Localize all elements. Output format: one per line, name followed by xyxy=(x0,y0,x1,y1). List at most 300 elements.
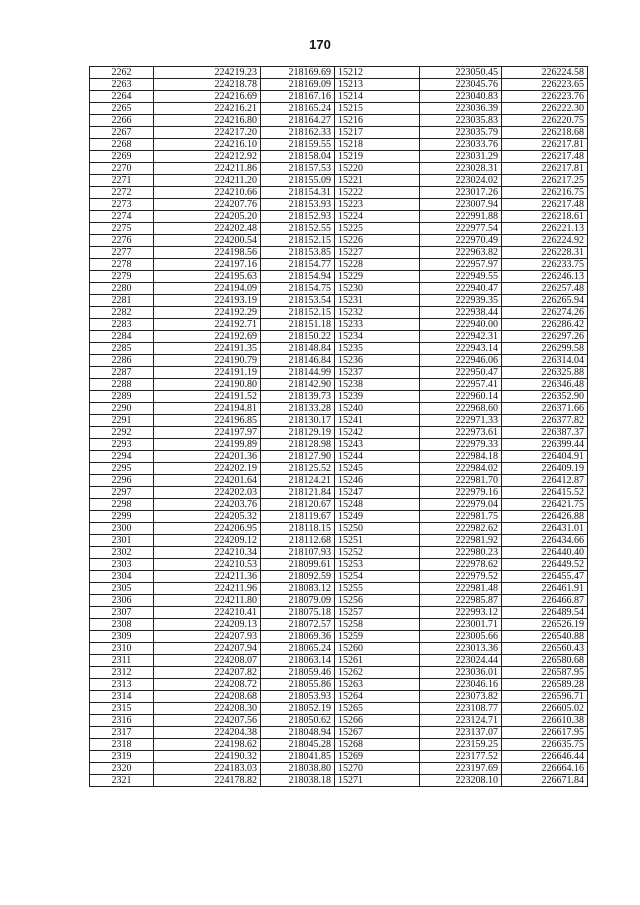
table-cell: 226440.40 xyxy=(502,547,588,559)
table-cell: 223045.76 xyxy=(420,79,502,91)
table-cell: 218154.77 xyxy=(261,259,335,271)
table-cell: 2278 xyxy=(90,259,154,271)
table-cell: 15271 xyxy=(335,775,420,787)
table-row xyxy=(90,751,588,763)
table-cell: 2266 xyxy=(90,115,154,127)
table-cell: 222971.33 xyxy=(420,415,502,427)
table-cell: 222960.14 xyxy=(420,391,502,403)
table-row xyxy=(90,235,588,247)
table-row xyxy=(90,259,588,271)
table-cell: 15261 xyxy=(335,655,420,667)
table-cell: 15266 xyxy=(335,715,420,727)
table-cell: 2279 xyxy=(90,271,154,283)
table-cell: 2293 xyxy=(90,439,154,451)
coordinates-table xyxy=(89,66,588,787)
table-cell: 223137.07 xyxy=(420,727,502,739)
table-cell: 218075.18 xyxy=(261,607,335,619)
table-cell: 226218.68 xyxy=(502,127,588,139)
table-cell: 218153.93 xyxy=(261,199,335,211)
table-cell: 222942.31 xyxy=(420,331,502,343)
table-cell: 224211.86 xyxy=(154,163,261,175)
table-cell: 223073.82 xyxy=(420,691,502,703)
table-cell: 226610.38 xyxy=(502,715,588,727)
table-cell: 218072.57 xyxy=(261,619,335,631)
table-cell: 224191.52 xyxy=(154,391,261,403)
table-cell: 2281 xyxy=(90,295,154,307)
table-row xyxy=(90,223,588,235)
table-cell: 224195.63 xyxy=(154,271,261,283)
table-cell: 226265.94 xyxy=(502,295,588,307)
table-cell: 2270 xyxy=(90,163,154,175)
table-cell: 218055.86 xyxy=(261,679,335,691)
table-cell: 2299 xyxy=(90,511,154,523)
table-cell: 2268 xyxy=(90,139,154,151)
table-cell: 226314.04 xyxy=(502,355,588,367)
table-cell: 2271 xyxy=(90,175,154,187)
table-cell: 226434.66 xyxy=(502,535,588,547)
table-row xyxy=(90,103,588,115)
table-cell: 222957.41 xyxy=(420,379,502,391)
table-cell: 223031.29 xyxy=(420,151,502,163)
table-cell: 224192.29 xyxy=(154,307,261,319)
table-cell: 2295 xyxy=(90,463,154,475)
table-row xyxy=(90,451,588,463)
table-cell: 224202.03 xyxy=(154,487,261,499)
table-cell: 223208.10 xyxy=(420,775,502,787)
table-row xyxy=(90,199,588,211)
table-cell: 218048.94 xyxy=(261,727,335,739)
table-cell: 224208.68 xyxy=(154,691,261,703)
table-cell: 218119.67 xyxy=(261,511,335,523)
table-cell: 15219 xyxy=(335,151,420,163)
table-row xyxy=(90,79,588,91)
table-cell: 224205.20 xyxy=(154,211,261,223)
table-cell: 218121.84 xyxy=(261,487,335,499)
table-row xyxy=(90,67,588,79)
table-row xyxy=(90,175,588,187)
table-cell: 2309 xyxy=(90,631,154,643)
table-cell: 15231 xyxy=(335,295,420,307)
table-cell: 224200.54 xyxy=(154,235,261,247)
table-cell: 15217 xyxy=(335,127,420,139)
table-cell: 223177.52 xyxy=(420,751,502,763)
table-cell: 15212 xyxy=(335,67,420,79)
table-cell: 222977.54 xyxy=(420,223,502,235)
table-cell: 2308 xyxy=(90,619,154,631)
table-cell: 218144.99 xyxy=(261,367,335,379)
table-cell: 223040.83 xyxy=(420,91,502,103)
table-cell: 222979.04 xyxy=(420,499,502,511)
table-cell: 15228 xyxy=(335,259,420,271)
table-cell: 222968.60 xyxy=(420,403,502,415)
table-cell: 226431.01 xyxy=(502,523,588,535)
table-cell: 224208.07 xyxy=(154,655,261,667)
table-cell: 226218.61 xyxy=(502,211,588,223)
table-cell: 218142.90 xyxy=(261,379,335,391)
table-cell: 2297 xyxy=(90,487,154,499)
table-row xyxy=(90,703,588,715)
table-cell: 226217.48 xyxy=(502,151,588,163)
table-cell: 226223.76 xyxy=(502,91,588,103)
table-cell: 218154.31 xyxy=(261,187,335,199)
table-cell: 224201.64 xyxy=(154,475,261,487)
table-cell: 224193.19 xyxy=(154,295,261,307)
table-cell: 224190.79 xyxy=(154,355,261,367)
table-cell: 224199.89 xyxy=(154,439,261,451)
table-cell: 226274.26 xyxy=(502,307,588,319)
table-cell: 15242 xyxy=(335,427,420,439)
table-cell: 15265 xyxy=(335,703,420,715)
table-cell: 223005.66 xyxy=(420,631,502,643)
table-cell: 223007.94 xyxy=(420,199,502,211)
table-cell: 15254 xyxy=(335,571,420,583)
table-cell: 15251 xyxy=(335,535,420,547)
table-cell: 2285 xyxy=(90,343,154,355)
table-cell: 224194.09 xyxy=(154,283,261,295)
table-cell: 226409.19 xyxy=(502,463,588,475)
table-cell: 226415.52 xyxy=(502,487,588,499)
table-cell: 224201.36 xyxy=(154,451,261,463)
table-cell: 2313 xyxy=(90,679,154,691)
table-row xyxy=(90,187,588,199)
table-cell: 218112.68 xyxy=(261,535,335,547)
table-cell: 15268 xyxy=(335,739,420,751)
table-cell: 218118.15 xyxy=(261,523,335,535)
table-cell: 2318 xyxy=(90,739,154,751)
table-row xyxy=(90,643,588,655)
table-cell: 226221.13 xyxy=(502,223,588,235)
table-cell: 222981.75 xyxy=(420,511,502,523)
table-cell: 223197.69 xyxy=(420,763,502,775)
table-cell: 2280 xyxy=(90,283,154,295)
table-cell: 224216.10 xyxy=(154,139,261,151)
table-cell: 223017.26 xyxy=(420,187,502,199)
table-cell: 15240 xyxy=(335,403,420,415)
table-cell: 2264 xyxy=(90,91,154,103)
table-row xyxy=(90,619,588,631)
table-cell: 226540.88 xyxy=(502,631,588,643)
table-cell: 224207.93 xyxy=(154,631,261,643)
table-cell: 224211.96 xyxy=(154,583,261,595)
table-cell: 222984.18 xyxy=(420,451,502,463)
table-cell: 226664.16 xyxy=(502,763,588,775)
table-cell: 226228.31 xyxy=(502,247,588,259)
table-cell: 223024.44 xyxy=(420,655,502,667)
table-cell: 2294 xyxy=(90,451,154,463)
table-cell: 2274 xyxy=(90,211,154,223)
table-row xyxy=(90,691,588,703)
table-cell: 223036.39 xyxy=(420,103,502,115)
table-cell: 224197.97 xyxy=(154,427,261,439)
table-cell: 226216.75 xyxy=(502,187,588,199)
table-cell: 218092.59 xyxy=(261,571,335,583)
table-row xyxy=(90,367,588,379)
table-cell: 2291 xyxy=(90,415,154,427)
table-cell: 226217.81 xyxy=(502,163,588,175)
table-cell: 226466.87 xyxy=(502,595,588,607)
table-cell: 224209.12 xyxy=(154,535,261,547)
table-cell: 218045.28 xyxy=(261,739,335,751)
table-cell: 218153.85 xyxy=(261,247,335,259)
table-cell: 224198.62 xyxy=(154,739,261,751)
table-cell: 224190.80 xyxy=(154,379,261,391)
table-cell: 218153.54 xyxy=(261,295,335,307)
table-cell: 222939.35 xyxy=(420,295,502,307)
table-cell: 218130.17 xyxy=(261,415,335,427)
table-row xyxy=(90,271,588,283)
table-row xyxy=(90,439,588,451)
table-cell: 226605.02 xyxy=(502,703,588,715)
table-cell: 15233 xyxy=(335,319,420,331)
table-cell: 15214 xyxy=(335,91,420,103)
table-row xyxy=(90,571,588,583)
table-cell: 2317 xyxy=(90,727,154,739)
table-cell: 224204.38 xyxy=(154,727,261,739)
table-cell: 2296 xyxy=(90,475,154,487)
table-cell: 226412.87 xyxy=(502,475,588,487)
table-cell: 222940.00 xyxy=(420,319,502,331)
table-cell: 15225 xyxy=(335,223,420,235)
table-row xyxy=(90,127,588,139)
table-cell: 224210.53 xyxy=(154,559,261,571)
table-cell: 224198.56 xyxy=(154,247,261,259)
table-cell: 218120.67 xyxy=(261,499,335,511)
table-cell: 223108.77 xyxy=(420,703,502,715)
table-cell: 226223.65 xyxy=(502,79,588,91)
table-cell: 222980.23 xyxy=(420,547,502,559)
table-row xyxy=(90,355,588,367)
table-cell: 15239 xyxy=(335,391,420,403)
table-cell: 218133.28 xyxy=(261,403,335,415)
table-cell: 224191.35 xyxy=(154,343,261,355)
table-cell: 224208.30 xyxy=(154,703,261,715)
table-cell: 226217.25 xyxy=(502,175,588,187)
table-cell: 224216.69 xyxy=(154,91,261,103)
table-cell: 218157.53 xyxy=(261,163,335,175)
table-cell: 2289 xyxy=(90,391,154,403)
table-cell: 224211.20 xyxy=(154,175,261,187)
table-cell: 2314 xyxy=(90,691,154,703)
table-row xyxy=(90,475,588,487)
table-cell: 218159.55 xyxy=(261,139,335,151)
table-row xyxy=(90,775,588,787)
table-cell: 15230 xyxy=(335,283,420,295)
table-row xyxy=(90,499,588,511)
table-cell: 15226 xyxy=(335,235,420,247)
table-row xyxy=(90,283,588,295)
table-cell: 218038.18 xyxy=(261,775,335,787)
table-cell: 2263 xyxy=(90,79,154,91)
table-cell: 218151.18 xyxy=(261,319,335,331)
table-cell: 218152.15 xyxy=(261,307,335,319)
table-cell: 15234 xyxy=(335,331,420,343)
table-row xyxy=(90,487,588,499)
table-cell: 223013.36 xyxy=(420,643,502,655)
table-cell: 226589.28 xyxy=(502,679,588,691)
table-cell: 15216 xyxy=(335,115,420,127)
table-cell: 2321 xyxy=(90,775,154,787)
table-cell: 218099.61 xyxy=(261,559,335,571)
table-cell: 226387.37 xyxy=(502,427,588,439)
table-row xyxy=(90,307,588,319)
table-cell: 218169.09 xyxy=(261,79,335,91)
table-cell: 224216.80 xyxy=(154,115,261,127)
table-row xyxy=(90,463,588,475)
table-cell: 15247 xyxy=(335,487,420,499)
table-cell: 222984.02 xyxy=(420,463,502,475)
table-cell: 218152.15 xyxy=(261,235,335,247)
table-cell: 226560.43 xyxy=(502,643,588,655)
table-cell: 226377.82 xyxy=(502,415,588,427)
table-cell: 218128.98 xyxy=(261,439,335,451)
table-row xyxy=(90,427,588,439)
table-cell: 226646.44 xyxy=(502,751,588,763)
table-cell: 218165.24 xyxy=(261,103,335,115)
table-cell: 224207.82 xyxy=(154,667,261,679)
table-cell: 223036.01 xyxy=(420,667,502,679)
table-cell: 218150.22 xyxy=(261,331,335,343)
table-cell: 218125.52 xyxy=(261,463,335,475)
table-cell: 222970.49 xyxy=(420,235,502,247)
table-cell: 2283 xyxy=(90,319,154,331)
table-cell: 226426.88 xyxy=(502,511,588,523)
table-cell: 224196.85 xyxy=(154,415,261,427)
table-cell: 218107.93 xyxy=(261,547,335,559)
table-cell: 15256 xyxy=(335,595,420,607)
table-cell: 224219.23 xyxy=(154,67,261,79)
table-cell: 218152.55 xyxy=(261,223,335,235)
table-cell: 224218.78 xyxy=(154,79,261,91)
table-row xyxy=(90,511,588,523)
table-cell: 222981.92 xyxy=(420,535,502,547)
table-cell: 224202.48 xyxy=(154,223,261,235)
table-cell: 2284 xyxy=(90,331,154,343)
table-cell: 222979.16 xyxy=(420,487,502,499)
table-cell: 2316 xyxy=(90,715,154,727)
table-cell: 218167.16 xyxy=(261,91,335,103)
table-row xyxy=(90,139,588,151)
table-cell: 218169.69 xyxy=(261,67,335,79)
table-cell: 223035.79 xyxy=(420,127,502,139)
table-cell: 222979.52 xyxy=(420,571,502,583)
table-cell: 226246.13 xyxy=(502,271,588,283)
table-cell: 224192.69 xyxy=(154,331,261,343)
table-cell: 224208.72 xyxy=(154,679,261,691)
table-row xyxy=(90,295,588,307)
table-cell: 224192.71 xyxy=(154,319,261,331)
table-cell: 2287 xyxy=(90,367,154,379)
table-cell: 226217.81 xyxy=(502,139,588,151)
table-cell: 2306 xyxy=(90,595,154,607)
table-cell: 15236 xyxy=(335,355,420,367)
table-row xyxy=(90,331,588,343)
table-cell: 2265 xyxy=(90,103,154,115)
table-row xyxy=(90,319,588,331)
table-cell: 226421.75 xyxy=(502,499,588,511)
table-cell: 224202.19 xyxy=(154,463,261,475)
table-cell: 218139.73 xyxy=(261,391,335,403)
table-cell: 15262 xyxy=(335,667,420,679)
table-cell: 2277 xyxy=(90,247,154,259)
table-cell: 15264 xyxy=(335,691,420,703)
table-cell: 226346.48 xyxy=(502,379,588,391)
table-cell: 223028.31 xyxy=(420,163,502,175)
table-cell: 15215 xyxy=(335,103,420,115)
table-cell: 224211.36 xyxy=(154,571,261,583)
table-row xyxy=(90,727,588,739)
table-cell: 2282 xyxy=(90,307,154,319)
table-cell: 224183.03 xyxy=(154,763,261,775)
table-cell: 223050.45 xyxy=(420,67,502,79)
table-cell: 15237 xyxy=(335,367,420,379)
table-cell: 226404.91 xyxy=(502,451,588,463)
table-cell: 223033.76 xyxy=(420,139,502,151)
table-cell: 218124.21 xyxy=(261,475,335,487)
table-cell: 15250 xyxy=(335,523,420,535)
table-cell: 2315 xyxy=(90,703,154,715)
table-row xyxy=(90,595,588,607)
table-row xyxy=(90,523,588,535)
table-cell: 2303 xyxy=(90,559,154,571)
table-cell: 15260 xyxy=(335,643,420,655)
table-cell: 222981.48 xyxy=(420,583,502,595)
table-cell: 226371.66 xyxy=(502,403,588,415)
table-cell: 224207.76 xyxy=(154,199,261,211)
table-cell: 218154.94 xyxy=(261,271,335,283)
table-cell: 222938.44 xyxy=(420,307,502,319)
table-cell: 226257.48 xyxy=(502,283,588,295)
table-cell: 15249 xyxy=(335,511,420,523)
table-cell: 223024.02 xyxy=(420,175,502,187)
table-row xyxy=(90,655,588,667)
table-cell: 15252 xyxy=(335,547,420,559)
table-cell: 224197.16 xyxy=(154,259,261,271)
table-cell: 15243 xyxy=(335,439,420,451)
table-cell: 15221 xyxy=(335,175,420,187)
table-row xyxy=(90,403,588,415)
table-cell: 224191.19 xyxy=(154,367,261,379)
table-cell: 218154.75 xyxy=(261,283,335,295)
table-cell: 218146.84 xyxy=(261,355,335,367)
table-cell: 2301 xyxy=(90,535,154,547)
table-cell: 218050.62 xyxy=(261,715,335,727)
table-cell: 15267 xyxy=(335,727,420,739)
table-cell: 2273 xyxy=(90,199,154,211)
table-cell: 224210.66 xyxy=(154,187,261,199)
table-cell: 15244 xyxy=(335,451,420,463)
table-cell: 15259 xyxy=(335,631,420,643)
table-cell: 2305 xyxy=(90,583,154,595)
table-cell: 2319 xyxy=(90,751,154,763)
table-cell: 224212.92 xyxy=(154,151,261,163)
table-cell: 222946.06 xyxy=(420,355,502,367)
table-cell: 218083.12 xyxy=(261,583,335,595)
table-cell: 218065.24 xyxy=(261,643,335,655)
table-cell: 224210.41 xyxy=(154,607,261,619)
table-cell: 2269 xyxy=(90,151,154,163)
table-cell: 226325.88 xyxy=(502,367,588,379)
table-cell: 15263 xyxy=(335,679,420,691)
table-cell: 223159.25 xyxy=(420,739,502,751)
table-cell: 226220.75 xyxy=(502,115,588,127)
table-cell: 222985.87 xyxy=(420,595,502,607)
table-cell: 2302 xyxy=(90,547,154,559)
table-cell: 15227 xyxy=(335,247,420,259)
table-cell: 15213 xyxy=(335,79,420,91)
table-cell: 226352.90 xyxy=(502,391,588,403)
table-cell: 2292 xyxy=(90,427,154,439)
table-row xyxy=(90,715,588,727)
